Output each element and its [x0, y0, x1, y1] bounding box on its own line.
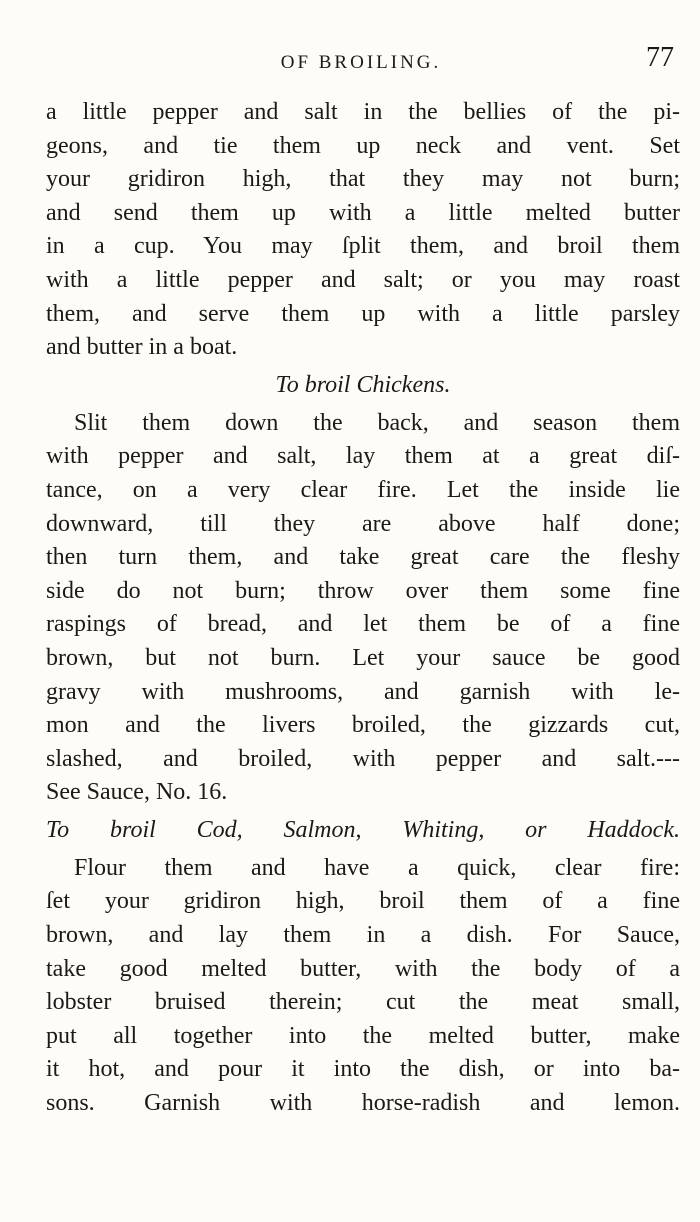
text-line: tance, on a very clear fire. Let the inside lie: [46, 476, 680, 503]
text-line: and butter in a boat.: [46, 334, 238, 361]
text-line: with pepper and salt, lay them at a great diſ-: [46, 443, 680, 470]
text-line: downward, till they are above half done;: [46, 510, 680, 537]
paragraph-chickens: [46, 407, 680, 810]
paragraph-fish: [46, 852, 680, 1121]
text-line: See Sauce, No. 16.: [46, 779, 228, 806]
text-line: sons. Garnish with horse-radish and lemon.: [46, 1090, 680, 1117]
text-line: brown, and lay them in a dish. For Sauce,: [46, 922, 680, 949]
section-heading-fish: To broil Cod, Salmon, Whiting, or Haddock.: [46, 816, 680, 843]
text-line: it hot, and pour it into the dish, or into ba-: [46, 1056, 680, 1083]
text-line: side do not burn; throw over them some fine: [46, 577, 680, 604]
text-line: ſet your gridiron high, broil them of a fine: [46, 888, 680, 915]
section-heading-chickens: To broil Chickens.: [275, 371, 451, 398]
running-head: OF BROILING.: [280, 52, 442, 73]
page-body: [46, 96, 680, 1121]
text-line: put all together into the melted butter, make: [46, 1022, 680, 1049]
page-number: 77: [646, 42, 674, 73]
text-line: lobster bruised therein; cut the meat small,: [46, 989, 680, 1016]
text-line: Slit them down the back, and season them: [74, 409, 680, 436]
text-line: them, and serve them up with a little parsley: [46, 300, 680, 327]
paragraph-pigeons: [46, 96, 680, 365]
page-header: [48, 42, 674, 88]
text-line: your gridiron high, that they may not burn;: [46, 166, 680, 193]
text-line: then turn them, and take great care the fleshy: [46, 544, 680, 571]
text-line: slashed, and broiled, with pepper and salt.---: [46, 745, 680, 772]
text-line: a little pepper and salt in the bellies of the pi-: [46, 99, 680, 125]
text-line: brown, but not burn. Let your sauce be good: [46, 644, 680, 671]
text-line: take good melted butter, with the body of a: [46, 955, 680, 982]
text-line: Flour them and have a quick, clear fire:: [74, 854, 680, 881]
text-line: with a little pepper and salt; or you may roast: [46, 266, 680, 293]
text-line: in a cup. You may ſplit them, and broil them: [46, 233, 680, 260]
text-line: geons, and tie them up neck and vent. Set: [46, 132, 680, 159]
text-line: raspings of bread, and let them be of a fine: [46, 611, 680, 638]
text-line: mon and the livers broiled, the gizzards cut,: [46, 712, 680, 739]
text-line: gravy with mushrooms, and garnish with le-: [46, 678, 680, 705]
text-line: and send them up with a little melted butter: [46, 199, 680, 226]
